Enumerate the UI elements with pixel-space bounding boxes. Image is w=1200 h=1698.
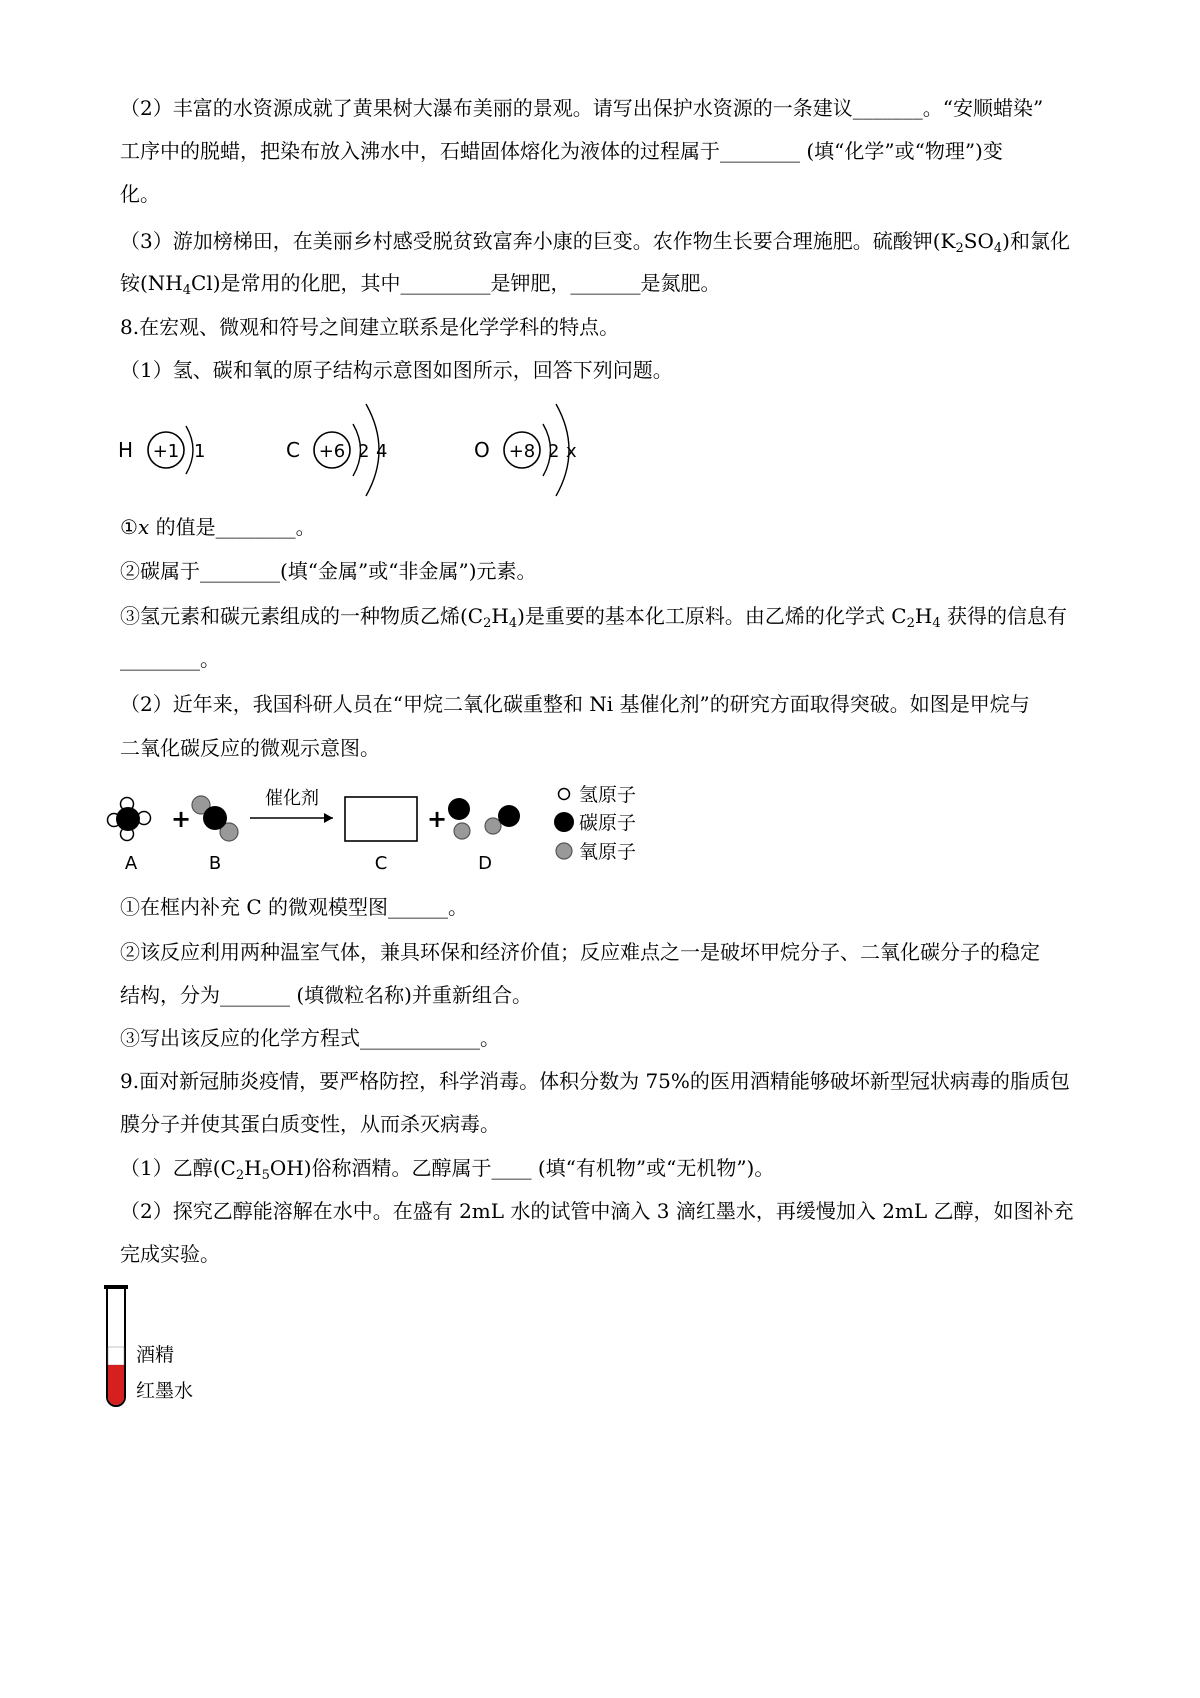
q7-part2-line3: 化。 (120, 182, 160, 206)
reaction-micro-diagram (105, 780, 705, 880)
electron-count: 1 (194, 441, 206, 462)
alcohol-layer (108, 1347, 124, 1365)
plus-sign: + (427, 805, 448, 833)
q8-part2-line2: 二氧化碳反应的微观示意图。 (120, 736, 380, 760)
molecule-d-carbon-monoxide (448, 798, 520, 839)
q8-q3-line1: ③氢元素和碳元素组成的一种物质乙烯$(C_2H_4)$是重要的基本化工原料。由乙烯的化学式 $C_2H_4$ 获得的信息有 (120, 604, 1067, 631)
atom-diagram-h (118, 426, 205, 474)
q7-part3-line2: 铵$(NH_4Cl)$是常用的化肥，其中_________是钾肥，_______是氮肥。 (120, 271, 721, 298)
molecule-a-methane (108, 798, 151, 841)
red-ink-layer (108, 1365, 124, 1405)
arrow-head (324, 813, 333, 823)
atom-diagram-o (474, 404, 577, 496)
label-a: A (124, 853, 138, 874)
test-tube-diagram (100, 1285, 220, 1415)
label-b: B (208, 853, 222, 874)
atom-symbol: H (118, 438, 134, 462)
q7-part2-line2: 工序中的脱蜡，把染布放入沸水中，石蜡固体熔化为液体的过程属于________ (填“化学”或“物理”)变 (120, 139, 1003, 163)
q8-r1: ①在框内补充 C 的微观模型图______。 (120, 895, 469, 919)
atom-nucleus-charge: +6 (318, 441, 346, 462)
label-c: C (374, 853, 388, 874)
electron-count: x (566, 441, 577, 462)
q8-title: 8.在宏观、微观和符号之间建立联系是化学学科的特点。 (120, 315, 620, 339)
label-red-ink: 红墨水 (136, 1380, 194, 1402)
q9-part2-line1: （2）探究乙醇能溶解在水中。在盛有 2mL 水的试管中滴入 3 滴红墨水，再缓慢加入 2mL 乙醇，如图补充 (120, 1199, 1074, 1223)
atom-symbol: C (286, 438, 300, 462)
catalyst-label: 催化剂 (265, 788, 319, 809)
legend-hydrogen-swatch (559, 789, 570, 800)
tube-rim (104, 1285, 128, 1289)
label-d: D (478, 853, 492, 874)
atom-symbol: O (474, 438, 490, 462)
q8-part1-intro: （1）氢、碳和氧的原子结构示意图如图所示，回答下列问题。 (120, 358, 673, 382)
q8-q3-line2: ________。 (120, 647, 220, 671)
q8-r2-line2: 结构，分为_______ (填微粒名称)并重新组合。 (120, 983, 532, 1007)
legend-hydrogen: 氢原子 (579, 784, 637, 806)
q8-part2-line1: （2）近年来，我国科研人员在“甲烷二氧化碳重整和 Ni 基催化剂”的研究方面取得突破。如图是甲烷与 (120, 692, 1030, 716)
plus-sign: + (171, 805, 192, 833)
q9-part1: （1）乙醇$(C_2H_5OH)$俗称酒精。乙醇属于____ (填“有机物”或“无机物”)。 (120, 1156, 775, 1183)
q8-q1: ①x 的值是________。 (120, 515, 316, 539)
legend-oxygen-swatch (556, 843, 572, 859)
q8-r3: ③写出该反应的化学方程式____________。 (120, 1026, 500, 1050)
electron-count: 2 (548, 441, 560, 462)
q7-part2-line1: （2）丰富的水资源成就了黄果树大瀑布美丽的景观。请写出保护水资源的一条建议_______。“安顺蜡染” (120, 96, 1044, 120)
legend-carbon-swatch (554, 812, 574, 832)
q8-r2-line1: ②该反应利用两种温室气体，兼具环保和经济价值；反应难点之一是破坏甲烷分子、二氧化碳分子的稳定 (120, 940, 1040, 964)
atom-diagram-c (286, 404, 387, 496)
electron-count: 2 (358, 441, 370, 462)
atom-nucleus-charge: +8 (508, 441, 536, 462)
q9-title-line1: 9.面对新冠肺炎疫情，要严格防控，科学消毒。体积分数为 75%的医用酒精能够破坏新型冠状病毒的脂质包 (120, 1069, 1070, 1093)
atom-nucleus-charge: +1 (152, 441, 180, 462)
legend-carbon: 碳原子 (579, 812, 637, 834)
atom-structure-diagrams (100, 398, 660, 508)
legend (554, 784, 636, 863)
legend-oxygen: 氧原子 (579, 841, 637, 863)
q8-q2: ②碳属于________(填“金属”或“非金属”)元素。 (120, 559, 537, 583)
molecule-b-carbon-dioxide (192, 796, 238, 841)
q9-title-line2: 膜分子并使其蛋白质变性，从而杀灭病毒。 (120, 1112, 500, 1136)
label-alcohol: 酒精 (136, 1344, 175, 1366)
q7-part3-line1: （3）游加榜梯田，在美丽乡村感受脱贫致富奔小康的巨变。农作物生长要合理施肥。硫酸钾$(K_2SO_4)$和氯化 (120, 229, 1070, 256)
electron-count: 4 (376, 441, 388, 462)
q9-part2-line2: 完成实验。 (120, 1242, 220, 1266)
product-c-box (345, 797, 417, 841)
